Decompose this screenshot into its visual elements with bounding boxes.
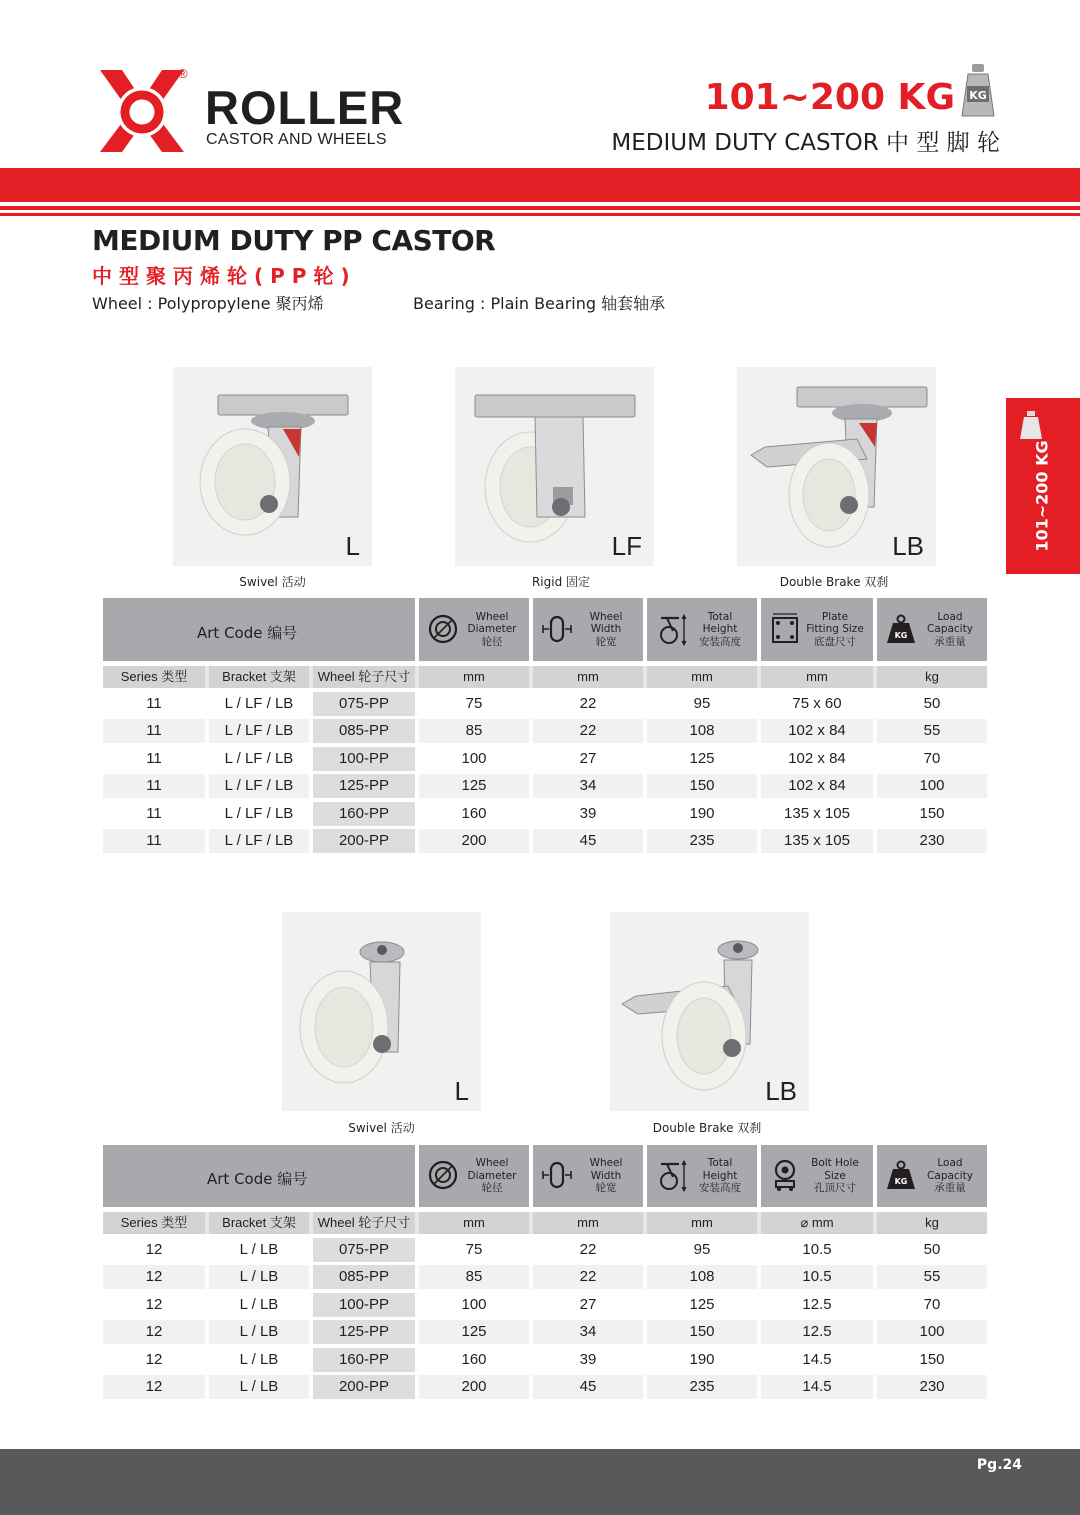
wheel-spec: Wheel : Polypropylene 聚丙烯 — [92, 294, 324, 313]
load-range-title: 101~200 KG — [704, 77, 955, 118]
table-cell: 235 — [647, 1375, 757, 1399]
unit-cell: mm — [533, 666, 643, 688]
table-cell: 27 — [533, 1293, 643, 1317]
table-cell: 150 — [647, 774, 757, 798]
table-cell: L / LF / LB — [209, 719, 309, 743]
side-tab-label: 101~200 KG — [1032, 440, 1052, 552]
weight-icon — [958, 62, 998, 120]
table-cell: 100 — [419, 1293, 529, 1317]
column-header — [761, 598, 873, 661]
table-cell: 55 — [877, 719, 987, 743]
table-cell: 12 — [103, 1375, 205, 1399]
table-cell: 230 — [877, 1375, 987, 1399]
table-row — [103, 692, 987, 716]
table-cell: 27 — [533, 747, 643, 771]
table-cell: 75 — [419, 1238, 529, 1262]
unit-cell: mm — [533, 1212, 643, 1234]
table-cell: 11 — [103, 692, 205, 716]
table-cell: 085-PP — [313, 719, 415, 743]
table-cell: L / LB — [209, 1293, 309, 1317]
column-header — [877, 1145, 987, 1207]
table-cell: 108 — [647, 719, 757, 743]
table-cell: 12 — [103, 1320, 205, 1344]
table-cell: 22 — [533, 1265, 643, 1289]
table-cell: 11 — [103, 829, 205, 853]
table-unit-row — [103, 666, 987, 688]
table-cell: 95 — [647, 1238, 757, 1262]
table-cell: L / LF / LB — [209, 692, 309, 716]
table-cell: 22 — [533, 719, 643, 743]
table-cell: L / LF / LB — [209, 747, 309, 771]
table-cell: L / LF / LB — [209, 829, 309, 853]
product-label: L — [345, 531, 360, 561]
table-cell: L / LF / LB — [209, 774, 309, 798]
table-cell: 85 — [419, 1265, 529, 1289]
unit-cell: Wheel 轮子尺寸 — [313, 666, 415, 688]
table-row — [103, 802, 987, 826]
wheel-diameter-icon — [427, 613, 459, 647]
footer-bar — [0, 1449, 1080, 1515]
column-header — [647, 598, 757, 661]
table-row — [103, 1293, 987, 1317]
table-cell: 200 — [419, 1375, 529, 1399]
column-header-label: Load Capacity 承重量 — [927, 610, 973, 648]
product-label: LB — [892, 531, 924, 561]
table-cell: 14.5 — [761, 1348, 873, 1372]
table-cell: 102 x 84 — [761, 774, 873, 798]
table-row — [103, 829, 987, 853]
weight-icon-text: KG — [969, 89, 987, 102]
section-title: MEDIUM DUTY PP CASTOR — [92, 224, 496, 257]
table-cell: 10.5 — [761, 1265, 873, 1289]
table-cell: L / LB — [209, 1348, 309, 1372]
table-cell: 11 — [103, 802, 205, 826]
column-header-label: Wheel Diameter 轮径 — [467, 610, 517, 648]
column-header — [419, 1145, 529, 1207]
table-row — [103, 1348, 987, 1372]
column-header-label: Plate Fitting Size 底盘尺寸 — [806, 610, 864, 648]
table-cell: L / LB — [209, 1238, 309, 1262]
product-caption: Double Brake 双刹 — [779, 575, 889, 589]
table-cell: 102 x 84 — [761, 719, 873, 743]
column-header-label: Total Height 安装高度 — [699, 1157, 741, 1194]
unit-cell: Wheel 轮子尺寸 — [313, 1212, 415, 1234]
table-cell: 150 — [877, 1348, 987, 1372]
table-cell: 34 — [533, 774, 643, 798]
table-cell: 150 — [647, 1320, 757, 1344]
total-height-icon — [655, 1159, 687, 1193]
table-cell: 11 — [103, 747, 205, 771]
unit-cell: Series 类型 — [103, 666, 205, 688]
column-header — [647, 1145, 757, 1207]
table-cell: 70 — [877, 1293, 987, 1317]
swivel-bolt-castor-icon — [282, 912, 481, 1111]
brand-name: ROLLER — [205, 81, 405, 134]
table-cell: 125 — [419, 1320, 529, 1344]
table-cell: 39 — [533, 802, 643, 826]
table-cell: 12 — [103, 1348, 205, 1372]
table-cell: 160-PP — [313, 1348, 415, 1372]
wheel-diameter-icon — [427, 1159, 459, 1193]
wheel-width-icon — [541, 1159, 573, 1193]
table-cell: 12 — [103, 1265, 205, 1289]
bolt-hole-icon — [769, 1159, 801, 1193]
table-cell: 75 x 60 — [761, 692, 873, 716]
table-cell: 085-PP — [313, 1265, 415, 1289]
product-label: L — [454, 1076, 469, 1106]
table-cell: 100 — [419, 747, 529, 771]
product-label: LF — [611, 531, 642, 561]
unit-cell: Bracket 支架 — [209, 666, 309, 688]
table-cell: 39 — [533, 1348, 643, 1372]
table-cell: 125 — [647, 1293, 757, 1317]
registered-mark: ® — [178, 66, 188, 81]
unit-cell: mm — [647, 1212, 757, 1234]
table-cell: 75 — [419, 692, 529, 716]
unit-cell: ⌀ mm — [761, 1212, 873, 1234]
table-cell: 160-PP — [313, 802, 415, 826]
plate-size-icon — [769, 613, 801, 647]
table-cell: 135 x 105 — [761, 829, 873, 853]
product-label: LB — [765, 1076, 797, 1106]
table-cell: 50 — [877, 1238, 987, 1262]
brand-tagline: CASTOR AND WHEELS — [206, 131, 387, 148]
unit-cell: mm — [647, 666, 757, 688]
column-header-label: Wheel Width 轮宽 — [589, 610, 623, 648]
column-header — [533, 1145, 643, 1207]
table-cell: 200 — [419, 829, 529, 853]
product-photo-rigid — [455, 367, 654, 566]
product-caption: Double Brake 双刹 — [652, 1121, 762, 1135]
column-header-label: Load Capacity 承重量 — [927, 1157, 973, 1194]
unit-cell: kg — [877, 666, 987, 688]
table-cell: 075-PP — [313, 1238, 415, 1262]
table-cell: 108 — [647, 1265, 757, 1289]
header-band-thin — [0, 206, 1080, 210]
column-header-label: Bolt Hole Size 孔顶尺寸 — [811, 1157, 859, 1194]
table-cell: 135 x 105 — [761, 802, 873, 826]
table-row — [103, 719, 987, 743]
product-caption: Swivel 活动 — [239, 575, 306, 589]
table-cell: 125-PP — [313, 774, 415, 798]
column-header — [877, 598, 987, 661]
table-cell: 102 x 84 — [761, 747, 873, 771]
table-cell: 150 — [877, 802, 987, 826]
table-cell: L / LF / LB — [209, 802, 309, 826]
table-cell: 230 — [877, 829, 987, 853]
product-photo-swivel — [173, 367, 372, 566]
table-cell: L / LB — [209, 1265, 309, 1289]
table-cell: 14.5 — [761, 1375, 873, 1399]
product-photo-brake-bolt — [610, 912, 809, 1111]
table-cell: 125 — [647, 747, 757, 771]
art-code-header: Art Code 编号 — [103, 598, 415, 661]
table-cell: 22 — [533, 692, 643, 716]
svg-text:KG: KG — [894, 1177, 908, 1186]
swivel-castor-icon — [173, 367, 372, 566]
wheel-width-icon — [541, 613, 573, 647]
column-header-label: Wheel Diameter 轮径 — [467, 1157, 517, 1194]
unit-cell: mm — [419, 666, 529, 688]
column-header — [419, 598, 529, 661]
header-band-thin — [0, 213, 1080, 216]
table-cell: 10.5 — [761, 1238, 873, 1262]
table-cell: L / LB — [209, 1320, 309, 1344]
table-cell: 100-PP — [313, 747, 415, 771]
svg-text:KG: KG — [894, 630, 908, 640]
table-cell: 85 — [419, 719, 529, 743]
table-cell: 100-PP — [313, 1293, 415, 1317]
table-cell: 11 — [103, 774, 205, 798]
table-cell: 075-PP — [313, 692, 415, 716]
unit-cell: mm — [761, 666, 873, 688]
art-code-header: Art Code 编号 — [103, 1145, 415, 1207]
column-header-label: Wheel Width 轮宽 — [589, 1157, 623, 1194]
table-cell: 22 — [533, 1238, 643, 1262]
table-cell: 235 — [647, 829, 757, 853]
table-cell: 190 — [647, 1348, 757, 1372]
table-cell: 70 — [877, 747, 987, 771]
table-cell: 12.5 — [761, 1320, 873, 1344]
total-height-icon — [655, 613, 687, 647]
table-cell: 160 — [419, 802, 529, 826]
table-cell: 12 — [103, 1238, 205, 1262]
table-cell: 45 — [533, 1375, 643, 1399]
table-cell: 100 — [877, 774, 987, 798]
product-caption: Rigid 固定 — [531, 575, 591, 589]
load-capacity-icon — [885, 613, 917, 647]
table-cell: L / LB — [209, 1375, 309, 1399]
table-row — [103, 1238, 987, 1262]
table-cell: 125 — [419, 774, 529, 798]
table-cell: 200-PP — [313, 1375, 415, 1399]
table-cell: 95 — [647, 692, 757, 716]
header-band — [0, 168, 1080, 202]
column-header — [533, 598, 643, 661]
unit-cell: kg — [877, 1212, 987, 1234]
table-cell: 190 — [647, 802, 757, 826]
page-number: Pg.24 — [976, 1457, 1022, 1473]
table-cell: 12 — [103, 1293, 205, 1317]
table-row — [103, 774, 987, 798]
unit-cell: mm — [419, 1212, 529, 1234]
table-cell: 50 — [877, 692, 987, 716]
table-row — [103, 1320, 987, 1344]
table-unit-row — [103, 1212, 987, 1234]
table-cell: 12.5 — [761, 1293, 873, 1317]
column-header — [761, 1145, 873, 1207]
table-row — [103, 1375, 987, 1399]
unit-cell: Bracket 支架 — [209, 1212, 309, 1234]
table-row — [103, 747, 987, 771]
table-cell: 125-PP — [313, 1320, 415, 1344]
load-capacity-icon — [885, 1159, 917, 1193]
table-cell: 200-PP — [313, 829, 415, 853]
table-cell: 34 — [533, 1320, 643, 1344]
table-cell: 100 — [877, 1320, 987, 1344]
product-photo-double-brake — [737, 367, 936, 566]
product-caption: Swivel 活动 — [348, 1121, 415, 1135]
product-photo-swivel-bolt — [282, 912, 481, 1111]
roller-logo-icon — [92, 66, 192, 156]
bearing-spec: Bearing : Plain Bearing 轴套轴承 — [413, 294, 666, 313]
table-cell: 160 — [419, 1348, 529, 1372]
table-row — [103, 1265, 987, 1289]
duty-title: MEDIUM DUTY CASTOR 中 型 脚 轮 — [611, 130, 1000, 156]
table-cell: 55 — [877, 1265, 987, 1289]
table-cell: 45 — [533, 829, 643, 853]
unit-cell: Series 类型 — [103, 1212, 205, 1234]
column-header-label: Total Height 安装高度 — [699, 610, 741, 648]
table-cell: 11 — [103, 719, 205, 743]
section-title-cn: 中型聚丙烯轮(PP轮) — [92, 264, 357, 288]
